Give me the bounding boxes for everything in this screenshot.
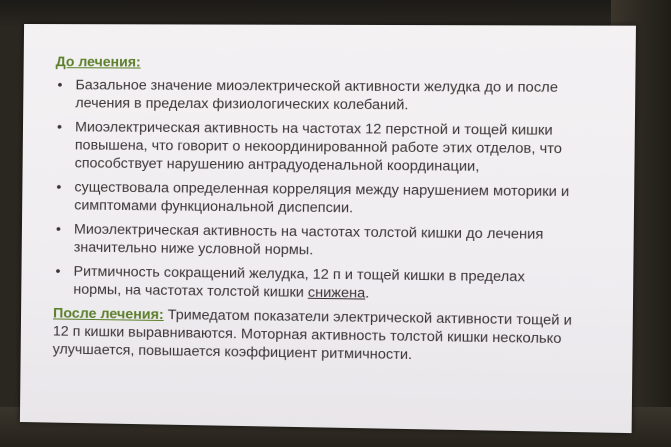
list-item — [54, 178, 578, 219]
before-treatment-heading: До лечения: — [55, 53, 141, 70]
after-treatment-heading: После лечения: — [52, 305, 164, 324]
list-item-text: Ритмичность сокращений желудка, 12 п и тощей кишки в пределах нормы, на частотах толстой кишки — [73, 263, 525, 301]
bullet-icon: • — [56, 179, 62, 196]
list-item-text: Базальное значение миоэлектрической активности желудка до и после лечения в пределах физиологических колебаний. — [75, 77, 559, 114]
list-item — [55, 118, 579, 177]
list-item — [54, 220, 578, 262]
projection-screen — [20, 24, 636, 433]
bullet-icon: • — [56, 119, 63, 136]
list-item-text: Миоэлектрическая активность на частотах толстой кишки до лечения значительно ниже условной нормы. — [73, 221, 544, 259]
list-item — [53, 262, 577, 305]
findings-list — [53, 76, 579, 305]
list-item-text: Миоэлектрическая активность на частотах 12 перстной и тощей кишки повышена, что говорит о некоординированной работе этих отделов, что способствует нарушению антрадуоденальной координации, — [74, 119, 563, 175]
underlined-word: снижена — [307, 284, 366, 302]
after-treatment-text: Тримедатом показатели электрической активности тощей и 12 п кишки выравниваются. Моторная активность толстой кишки несколько улучшается, повышается коэффициент ритмичности. — [52, 306, 572, 364]
bullet-icon: • — [57, 77, 63, 94]
bullet-icon: • — [55, 221, 62, 238]
after-treatment-paragraph — [53, 304, 577, 366]
list-item-text: существовала определенная корреляция между нарушением моторики и симптомами функциональной диспепсии. — [74, 179, 570, 217]
list-item-end: . — [365, 285, 370, 302]
list-item — [55, 76, 579, 115]
slide-content — [53, 52, 580, 367]
bullet-icon: • — [55, 263, 61, 280]
